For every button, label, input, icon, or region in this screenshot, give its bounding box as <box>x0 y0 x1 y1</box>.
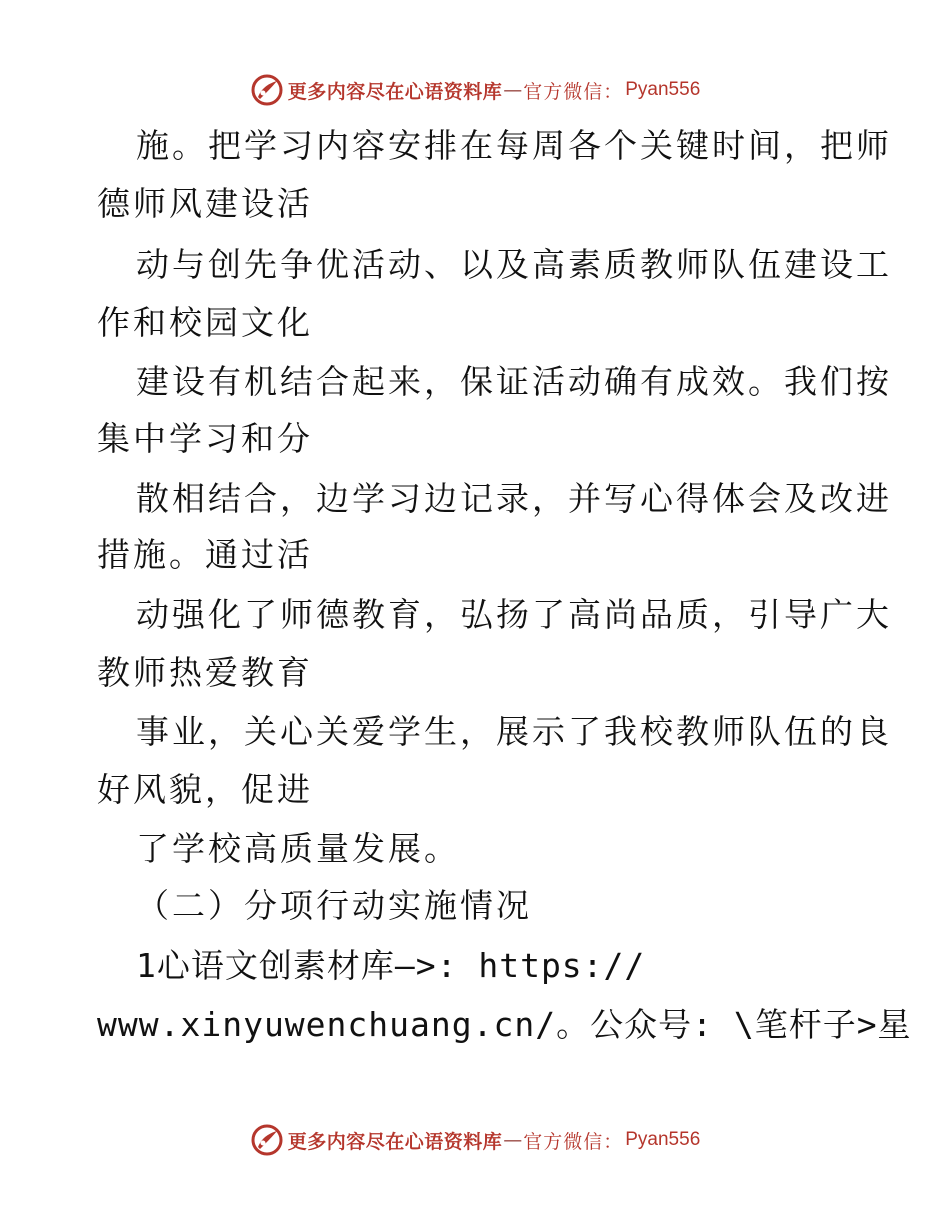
body-line: 好风貌，促进 <box>97 770 313 809</box>
watermark-promo-text: 更多内容尽在心语资料库 <box>287 80 503 103</box>
section-heading: （二）分项行动实施情况 <box>136 886 532 925</box>
body-line: 散相结合，边学习边记录，并写心得体会及改进 <box>136 479 892 518</box>
body-line: 德师风建设活 <box>97 184 313 223</box>
body-line: 1心语文创素材库—>: https:// <box>136 946 646 985</box>
brush-logo-icon <box>250 73 284 107</box>
watermark-wechat-label: 官方微信： <box>523 1130 624 1153</box>
body-line: 教师热爱教育 <box>97 653 313 692</box>
body-line: 集中学习和分 <box>97 419 313 458</box>
watermark-wechat-id: Pyan556 <box>625 1129 701 1150</box>
body-line: 动强化了师德教育，弘扬了高尚品质，引导广大 <box>136 595 892 634</box>
body-line: www.xinyuwenchuang.cn/。公众号: \笔杆子>星 <box>97 1005 912 1044</box>
body-line: 建设有机结合起来，保证活动确有成效。我们按 <box>136 362 892 401</box>
watermark-wechat-id: Pyan556 <box>625 79 701 100</box>
watermark-wechat-label: 官方微信： <box>523 80 624 103</box>
watermark-promo-text: 更多内容尽在心语资料库 <box>287 1130 503 1153</box>
body-line: 措施。通过活 <box>97 535 313 574</box>
watermark-header <box>0 70 950 110</box>
body-line: 了学校高质量发展。 <box>136 829 460 868</box>
body-line: 施。把学习内容安排在每周各个关键时间，把师 <box>136 126 892 165</box>
watermark-dash: — <box>503 1129 523 1151</box>
body-line: 动与创先争优活动、以及高素质教师队伍建设工 <box>136 245 892 284</box>
body-line: 作和校园文化 <box>97 303 313 342</box>
body-line: 事业，关心关爱学生，展示了我校教师队伍的良 <box>136 712 892 751</box>
watermark-dash: — <box>503 79 523 101</box>
watermark-footer <box>0 1120 950 1160</box>
brush-logo-icon <box>250 1123 284 1157</box>
